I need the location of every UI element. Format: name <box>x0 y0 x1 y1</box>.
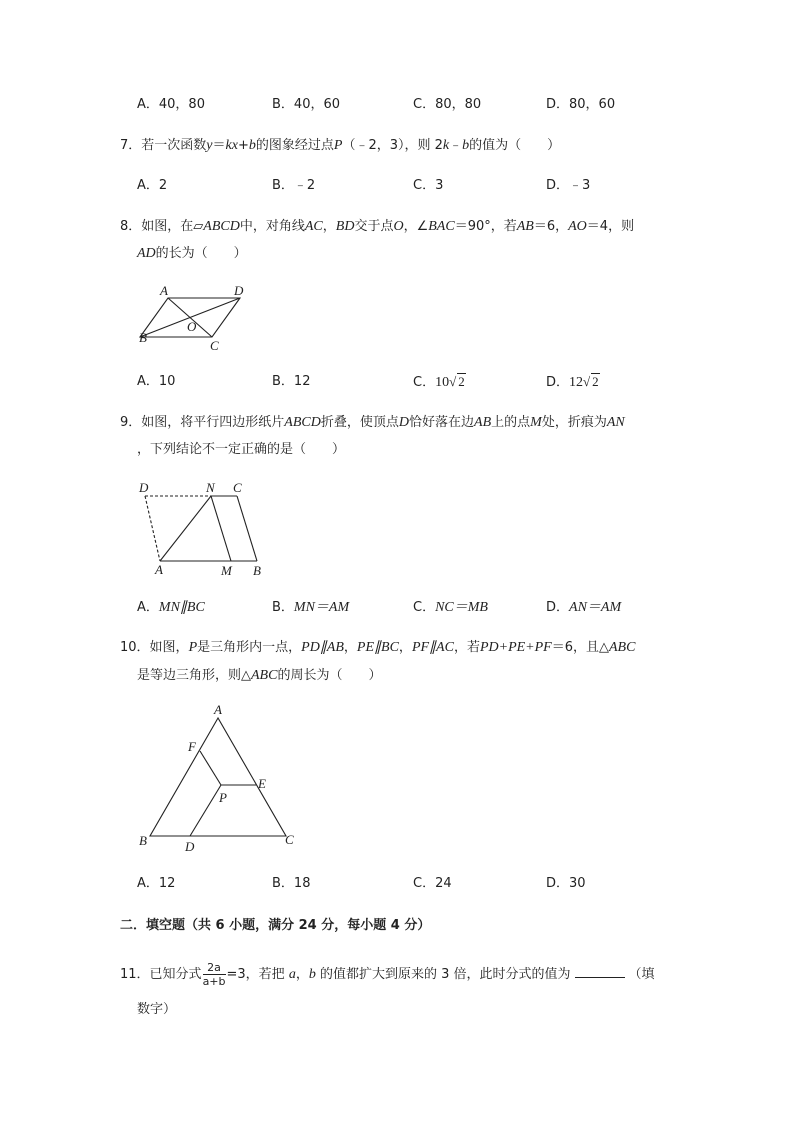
question-10-stem: 10．如图，P是三角形内一点，PD∥AB，PE∥BC，PF∥AC，若PD+PE+PF＝6，且△ABC <box>120 640 636 655</box>
question-8-stem: 8．如图，在▱ABCD中，对角线AC，BD交于点O，∠BAC＝90°，若AB＝6，AO＝4，则 <box>120 219 635 234</box>
question-11-stem-line2: 数字） <box>137 1002 177 1017</box>
answer-blank[interactable] <box>575 965 625 978</box>
vertex-label-c: C <box>233 480 242 495</box>
q9-option-a: A．MN∥BC <box>137 600 205 615</box>
segment-nm <box>211 496 231 561</box>
fold-line-an <box>160 496 211 561</box>
question-11-stem: 11．已知分式 $\frac{2a}{a+b}$ =3，若把 a，b 的值都扩大到原来的 3 倍，此时分式的值为 （填 <box>120 961 655 988</box>
vertex-label-b: B <box>139 833 147 848</box>
segment-pf <box>200 751 221 785</box>
question-number: 10． <box>120 640 150 655</box>
q8-option-a: A．10 <box>137 374 176 389</box>
q8-option-b: B．12 <box>272 374 311 389</box>
q9-option-d: D．AN＝AM <box>546 600 622 615</box>
vertex-label-n: N <box>206 480 215 495</box>
q10-option-d: D．30 <box>546 876 586 891</box>
fraction: $\frac{2a}{a+b}$ <box>202 961 226 988</box>
q7-option-c: C．3 <box>413 178 444 193</box>
q10-option-c: C．24 <box>413 876 452 891</box>
q8-option-d: D．12√ 2 <box>546 374 599 390</box>
original-edge-da <box>145 496 160 561</box>
vertex-label-a: A <box>160 283 168 298</box>
point-label-f: F <box>188 739 196 754</box>
q9-folded-parallelogram-figure <box>135 478 275 583</box>
question-number: 9． <box>120 415 142 430</box>
vertex-label-c: C <box>210 338 219 353</box>
q10-equilateral-triangle-figure <box>130 700 310 860</box>
question-9-stem-line2: ，下列结论不一定正确的是（ ） <box>137 442 346 457</box>
vertex-label-a: A <box>155 562 163 577</box>
q7-option-a: A．2 <box>137 178 168 193</box>
q8-option-c: C．10√ 2 <box>413 374 465 390</box>
q8-parallelogram-figure <box>130 280 270 360</box>
q10-option-b: B．18 <box>272 876 311 891</box>
edge-cb <box>237 496 257 561</box>
q7-option-b: B．﹣2 <box>272 178 316 193</box>
section-2-heading: 二．填空题（共 6 小题，满分 24 分，每小题 4 分） <box>120 918 431 933</box>
q6-option-a: A．40，80 <box>137 97 205 112</box>
q6-option-c: C．80，80 <box>413 97 482 112</box>
point-label-o: O <box>187 319 197 334</box>
q6-option-b: B．40，60 <box>272 97 341 112</box>
vertex-label-a: A <box>214 702 222 717</box>
question-number: 8． <box>120 219 142 234</box>
sqrt-symbol: √ 2 <box>583 374 599 389</box>
q9-option-c: C．NC＝MB <box>413 600 488 615</box>
point-label-p: P <box>219 790 227 805</box>
question-number: 7． <box>120 138 142 153</box>
question-9-stem: 9．如图，将平行四边形纸片ABCD折叠，使顶点D恰好落在边AB上的点M处，折痕为AN <box>120 415 625 430</box>
q6-option-d: D．80，60 <box>546 97 616 112</box>
vertex-label-c: C <box>285 832 294 847</box>
vertex-label-d: D <box>139 480 149 495</box>
vertex-label-b: B <box>253 563 261 578</box>
question-8-stem-line2: AD的长为（ ） <box>137 246 247 261</box>
segment-pd <box>190 785 221 836</box>
q10-option-a: A．12 <box>137 876 176 891</box>
question-7-stem: 7．若一次函数y＝kx+b的图象经过点P（﹣2，3），则 2k﹣b的值为（ ） <box>120 138 561 153</box>
question-10-stem-line2: 是等边三角形，则△ABC的周长为（ ） <box>137 668 382 683</box>
vertex-label-d: D <box>234 283 244 298</box>
point-label-d: D <box>185 839 195 854</box>
q9-option-b: B．MN＝AM <box>272 600 350 615</box>
q7-option-d: D．﹣3 <box>546 178 591 193</box>
vertex-label-m: M <box>221 563 232 578</box>
question-number: 11． <box>120 967 150 982</box>
vertex-label-b: B <box>139 330 147 345</box>
point-label-e: E <box>258 776 266 791</box>
sqrt-symbol: √ 2 <box>449 374 465 389</box>
